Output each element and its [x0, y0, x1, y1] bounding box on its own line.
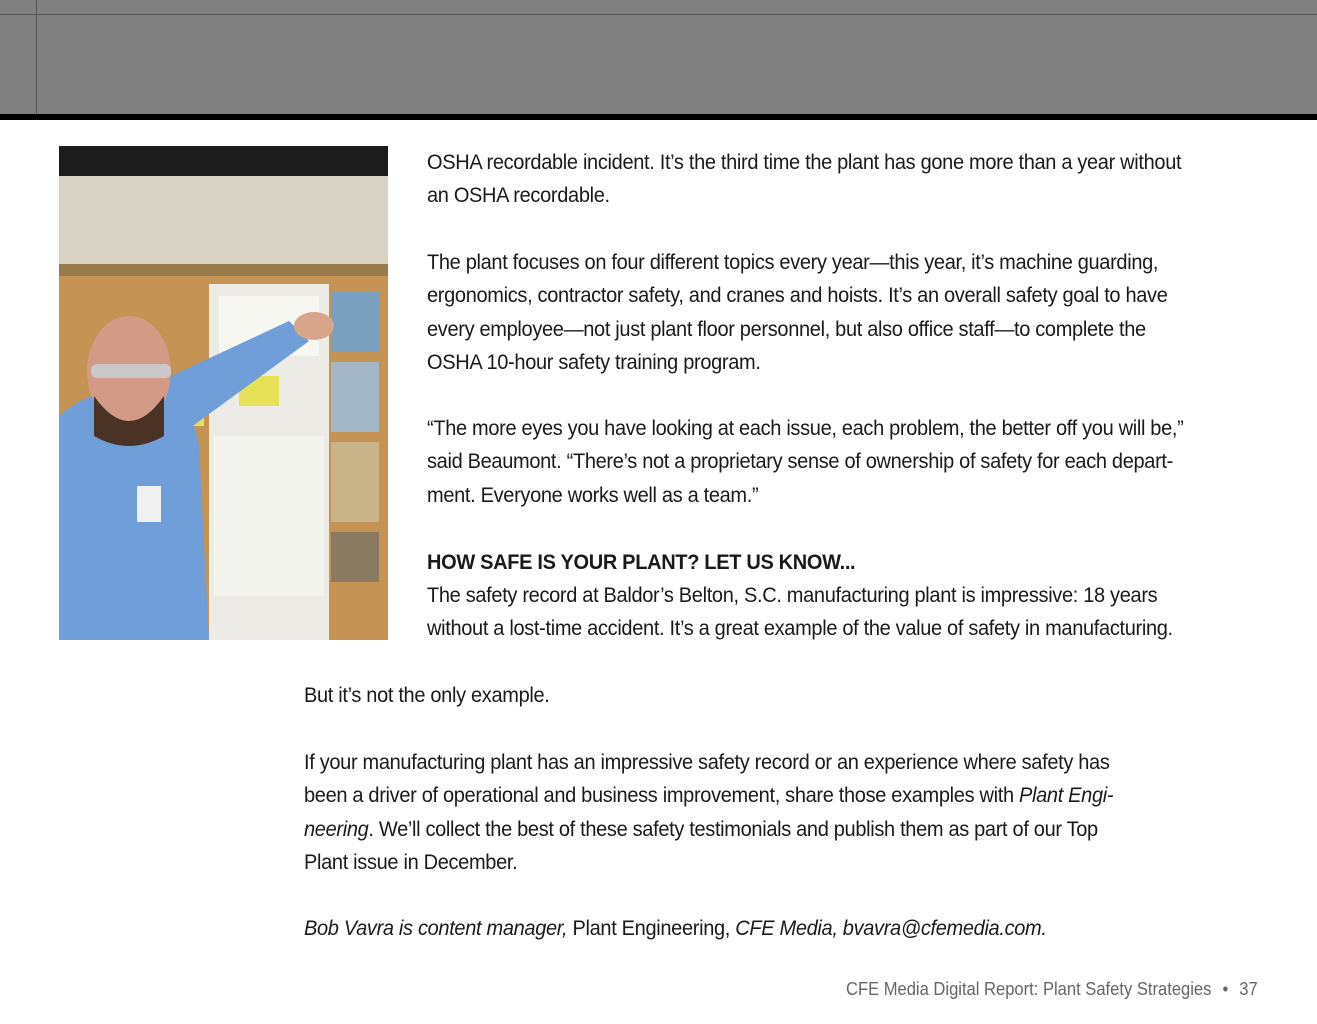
text-line: If your manufacturing plant has an impressive safety record or an experience where safety has — [304, 750, 1110, 774]
text-line: The safety record at Baldor’s Belton, S.C. manufacturing plant is impressive: 18 years — [427, 583, 1158, 607]
text-line: The plant focuses on four different topics every year—this year, it’s machine guarding, — [427, 250, 1159, 274]
text-line: every employee—not just plant floor personnel, but also office staff—to complete the — [427, 316, 1146, 341]
text-line: an OSHA recordable. — [427, 183, 610, 208]
page-footer — [846, 979, 1258, 1000]
paragraph-quote — [427, 412, 1183, 512]
paragraph-four-topics — [427, 246, 1168, 379]
text-line: “The more eyes you have looking at each issue, each problem, the better off you will be,” — [427, 416, 1184, 440]
paragraph-osha-incident — [427, 146, 1181, 213]
text-line: OSHA recordable incident. It’s the third time the plant has gone more than a year without — [427, 150, 1182, 174]
text-line: ment. Everyone works well as a team.” — [427, 482, 759, 507]
header-band — [0, 0, 1317, 114]
article-photo — [59, 146, 388, 640]
text-line: Plant issue in December. — [304, 849, 518, 874]
paragraph-safety-record — [427, 579, 1173, 646]
byline-publication: Plant Engineering, — [572, 916, 736, 940]
text-line: said Beaumont. “There’s not a proprietary sense of ownership of safety for each depart- — [427, 449, 1173, 474]
paragraph-not-only: But it’s not the only example. — [304, 683, 550, 707]
page-number: 37 — [1239, 979, 1258, 999]
text-line: been a driver of operational and business improvement, share those examples with — [304, 783, 1019, 808]
paragraph-call-to-action — [304, 746, 1113, 879]
author-byline — [304, 912, 1047, 945]
publication-name: Plant Engi- — [1018, 783, 1114, 808]
footer-separator: • — [1222, 979, 1229, 999]
text-line: OSHA 10-hour safety training program. — [427, 349, 761, 374]
text-line: ergonomics, contractor safety, and cranes and hoists. It’s an overall safety goal to have — [427, 283, 1168, 308]
header-rule — [0, 114, 1317, 120]
byline-contact: CFE Media, bvavra@cfemedia.com. — [735, 916, 1047, 940]
header-top-line — [0, 14, 1317, 15]
publication-name: neering — [304, 816, 369, 841]
section-heading: HOW SAFE IS YOUR PLANT? LET US KNOW... — [427, 550, 856, 574]
text-line: without a lost-time accident. It’s a great example of the value of safety in manufacturing. — [427, 616, 1173, 641]
header-vertical-line — [36, 0, 37, 114]
footer-report-title: CFE Media Digital Report: Plant Safety Strategies — [846, 979, 1212, 999]
text-line: . We’ll collect the best of these safety testimonials and publish them as part of our Top — [368, 816, 1098, 841]
byline-role: Bob Vavra is content manager, — [304, 916, 573, 940]
